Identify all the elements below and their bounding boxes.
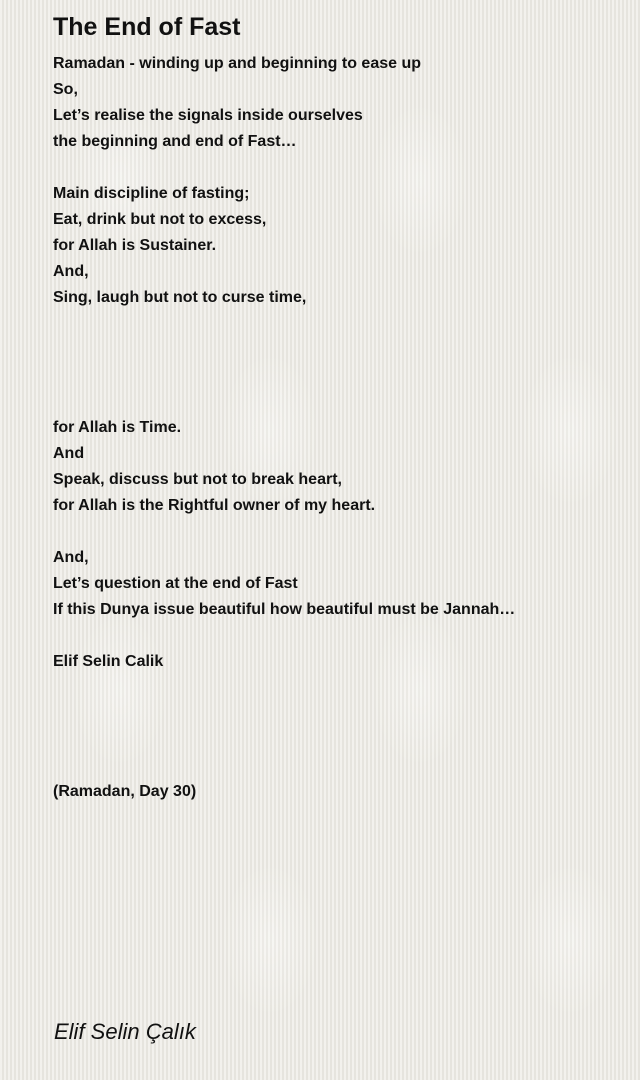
poem-line: Ramadan - winding up and beginning to ease up <box>53 55 422 72</box>
poem-body <box>53 51 613 805</box>
poem-line <box>53 727 613 753</box>
poem-line: And, <box>53 549 89 566</box>
poem-line: Main discipline of fasting; <box>53 185 250 202</box>
poem-line <box>53 701 613 727</box>
poem-line: Let’s realise the signals inside ourselves <box>53 107 363 124</box>
poem-date-line: (Ramadan, Day 30) <box>53 783 197 800</box>
poem-line <box>53 753 613 779</box>
poem-line: So, <box>53 81 78 98</box>
poem-line <box>53 337 613 363</box>
poem-line: Let’s question at the end of Fast <box>53 575 298 592</box>
poem-line <box>53 675 613 701</box>
poem-line <box>53 519 613 545</box>
poem-line: And, <box>53 263 89 280</box>
poem-line: And <box>53 445 85 462</box>
poem-line: Eat, drink but not to excess, <box>53 211 267 228</box>
poem-line <box>53 311 613 337</box>
poem-line: for Allah is the Rightful owner of my heart. <box>53 497 376 514</box>
poem-line: If this Dunya issue beautiful how beautiful must be Jannah… <box>53 601 516 618</box>
author-signature: Elif Selin Çalık <box>54 1019 196 1044</box>
poem-line: Sing, laugh but not to curse time, <box>53 289 307 306</box>
poem-line: the beginning and end of Fast… <box>53 133 297 150</box>
poem-line: for Allah is Sustainer. <box>53 237 217 254</box>
poem-line: Speak, discuss but not to break heart, <box>53 471 342 488</box>
poem-author-line: Elif Selin Calik <box>53 653 164 670</box>
poem-line <box>53 363 613 389</box>
poem-line <box>53 623 613 649</box>
poem-line: for Allah is Time. <box>53 419 182 436</box>
poem-line <box>53 155 613 181</box>
poem-line <box>53 389 613 415</box>
poem-title: The End of Fast <box>53 13 241 41</box>
